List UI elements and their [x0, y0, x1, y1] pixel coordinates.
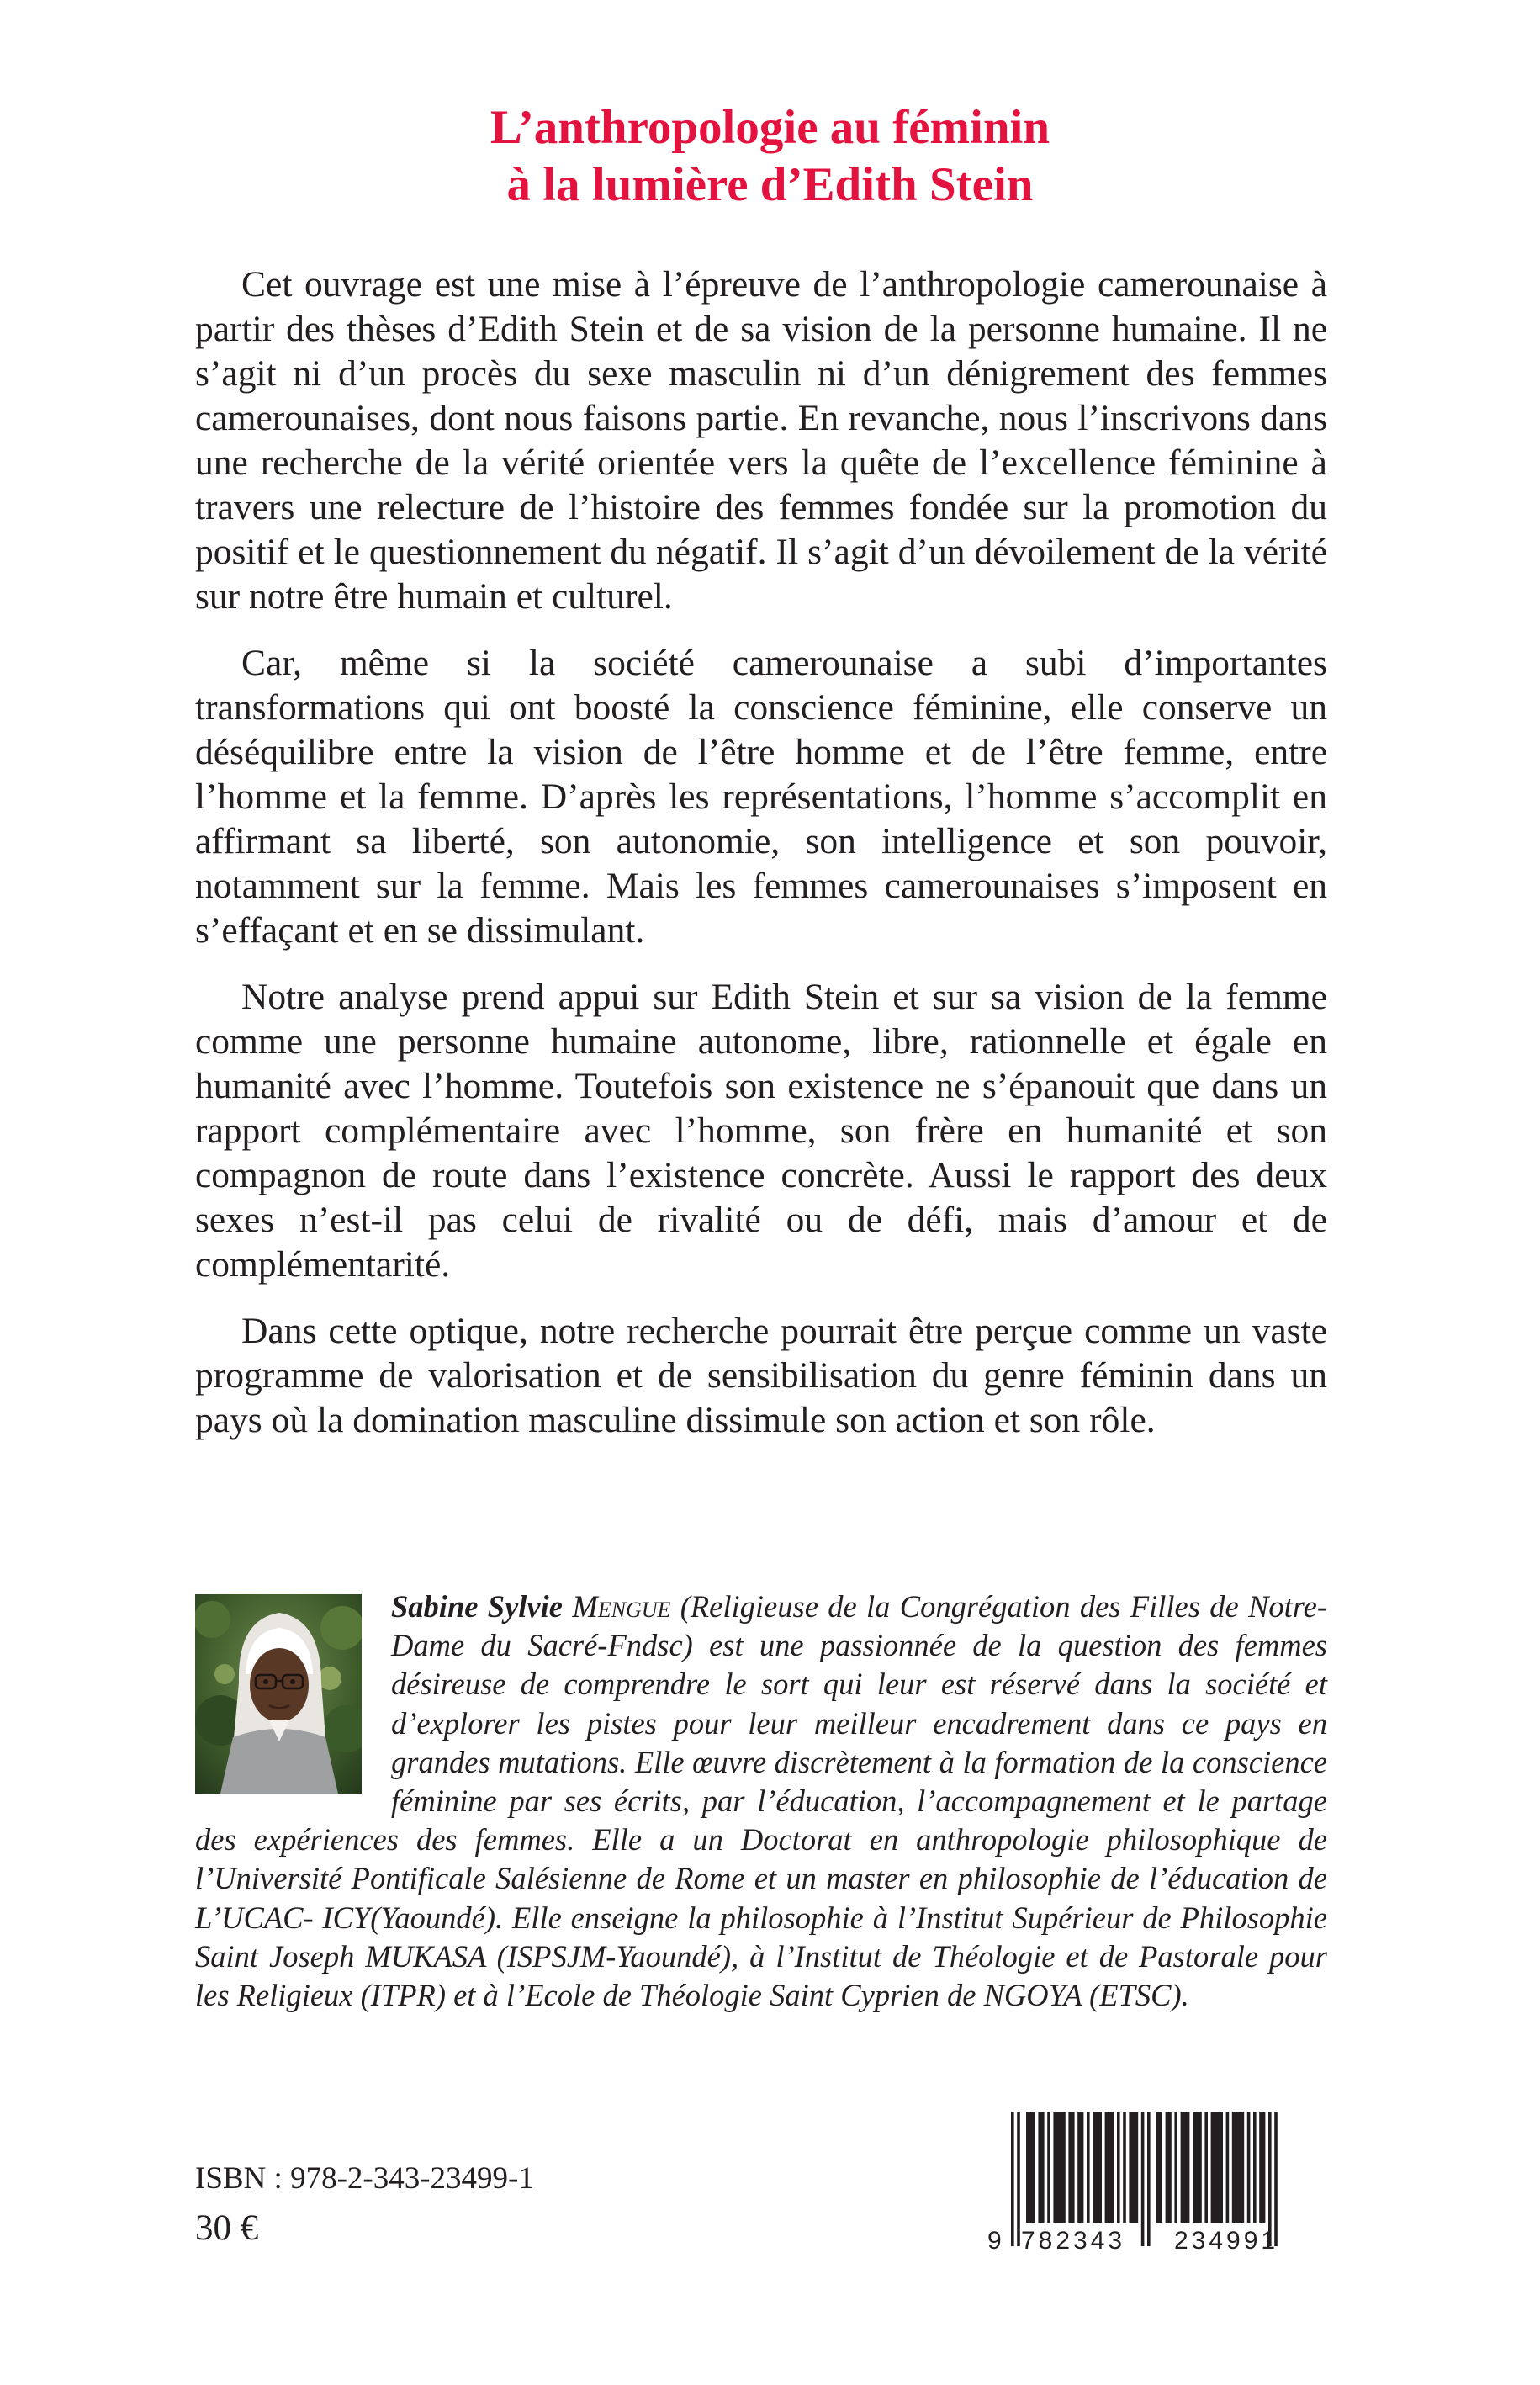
barcode-bar — [1093, 2112, 1102, 2223]
barcode-bar — [1129, 2112, 1138, 2223]
blurb-paragraph-4: Dans cette optique, notre recherche pourrait être perçue comme un vaste programme de valorisation et de sensibilisation du genre féminin dans un pays où la domination masculine dissimule son action et son rôle. — [195, 1311, 1327, 1440]
barcode-bar — [1174, 2112, 1177, 2223]
blurb-paragraph-3: Notre analyse prend appui sur Edith Stein et sur sa vision de la femme comme une personne humaine autonome, libre, rationnelle et égale en humanité avec l’homme. Toutefois son existence ne s’épanouit que dans un rapport complémentaire avec l’homme, son frère en humanité et son compagnon de route dans l’existence concrète. Aussi le rapport des deux sexes n’est-il pas celui de rivalité ou de défi, mais d’amour et de complémentarité. — [195, 977, 1327, 1285]
barcode-digits-group-1: 782343 — [1021, 2227, 1126, 2255]
blurb — [195, 262, 1327, 1465]
photo-spacer — [195, 1587, 391, 1820]
barcode-bar — [1147, 2112, 1151, 2246]
barcode-bar — [1117, 2112, 1120, 2223]
barcode-bars — [1011, 2112, 1278, 2246]
title-line-1: L’anthropologie au féminin — [490, 101, 1050, 154]
author-biography — [195, 1587, 1327, 2015]
barcode-bar — [1017, 2112, 1020, 2246]
barcode-bar — [1011, 2112, 1014, 2246]
barcode-bar — [1047, 2112, 1050, 2223]
barcode-bar — [1105, 2112, 1114, 2223]
barcode-bar — [1166, 2112, 1172, 2223]
blurb-paragraph-1: Cet ouvrage est une mise à l’épreuve de l’anthropologie camerounaise à partir des thèses d’Edith Stein et de sa vision de la personne humaine. Il ne s’agit ni d’un procès du sexe masculin ni d’un dénigrement des femmes camerounaises, dont nous faisons partie. En revanche, nous l’inscrivons dans une recherche de la vérité orientée vers la quête de l’excellence féminine à travers une relecture de l’histoire des femmes fondée sur la promotion du positif et le questionnement du négatif. Il s’agit d’un dévoilement de la vérité sur notre être humain et culturel. — [195, 264, 1327, 617]
barcode-bar — [1053, 2112, 1065, 2223]
barcode-bar — [1274, 2112, 1278, 2246]
author-name: Sabine Sylvie — [391, 1589, 563, 1624]
blurb-paragraph-2: Car, même si la société camerounaise a subi d’importantes transformations qui ont boosté la conscience féminine, elle conserve un déséquilibre entre la vision de l’être homme et de l’être femme, entre l’homme et la femme. D’après les représentations, l’homme s’accomplit en affirmant sa liberté, son autonomie, son intelligence et son pouvoir, notamment sur la femme. Mais les femmes camerounaises s’imposent en s’effaçant et en se dissimulant. — [195, 643, 1327, 951]
author-surname: Mengue — [572, 1589, 671, 1624]
barcode-bar — [1077, 2112, 1083, 2223]
barcode-bar — [1123, 2112, 1126, 2223]
barcode-digits-group-2: 234991 — [1174, 2227, 1279, 2255]
barcode-bar — [1026, 2112, 1035, 2223]
barcode-bar — [1259, 2112, 1265, 2223]
barcode-bar — [1204, 2112, 1208, 2223]
barcode-image — [982, 2112, 1327, 2255]
barcode-bar — [1211, 2112, 1223, 2223]
price: 30 € — [195, 2208, 259, 2248]
isbn: ISBN : 978-2-343-23499-1 — [195, 2161, 534, 2196]
barcode-bar — [1247, 2112, 1251, 2223]
barcode-bar — [1193, 2112, 1202, 2223]
barcode-bar — [1232, 2112, 1244, 2223]
isbn-barcode — [982, 2112, 1327, 2255]
barcode-bar — [1156, 2112, 1162, 2223]
author-bio-text: (Religieuse de la Congrégation des Filles de Notre-Dame du Sacré-Fndsc) est une passionnée de la question des femmes désireuse de comprendre le sort qui leur est réservé dans la société et d’explorer les pistes pour leur meilleur encadrement dans ce pays en grandes mutations. Elle œuvre discrètement à la formation de la conscience féminine par ses écrits, par l’éducation, l’accompagnement et le partage des expériences des femmes. Elle a un Doctorat en anthropologie philosophique de l’Université Pontificale Salésienne de Rome et un master en philosophie de l’éducation de L’UCAC- ICY(Yaoundé). Elle enseigne la philosophie à l’Institut Supérieur de Philosophie Saint Joseph MUKASA (ISPSJM-Yaoundé), à l’Institut de Théologie et de Pastorale pour les Religieux (ITPR) et à l’Ecole de Théologie Saint Cyprien de NGOYA (ETSC). — [195, 1589, 1328, 2013]
barcode-bar — [1181, 2112, 1190, 2223]
barcode-bar — [1253, 2112, 1257, 2223]
barcode-digit-first: 9 — [987, 2227, 1002, 2255]
barcode-bar — [1038, 2112, 1044, 2223]
barcode-bar — [1087, 2112, 1090, 2223]
barcode-bar — [1268, 2112, 1272, 2246]
barcode-bar — [1226, 2112, 1230, 2223]
barcode-bar — [1068, 2112, 1074, 2223]
book-title — [0, 99, 1540, 214]
barcode-bar — [1141, 2112, 1145, 2246]
title-line-2: à la lumière d’Edith Stein — [506, 158, 1034, 211]
